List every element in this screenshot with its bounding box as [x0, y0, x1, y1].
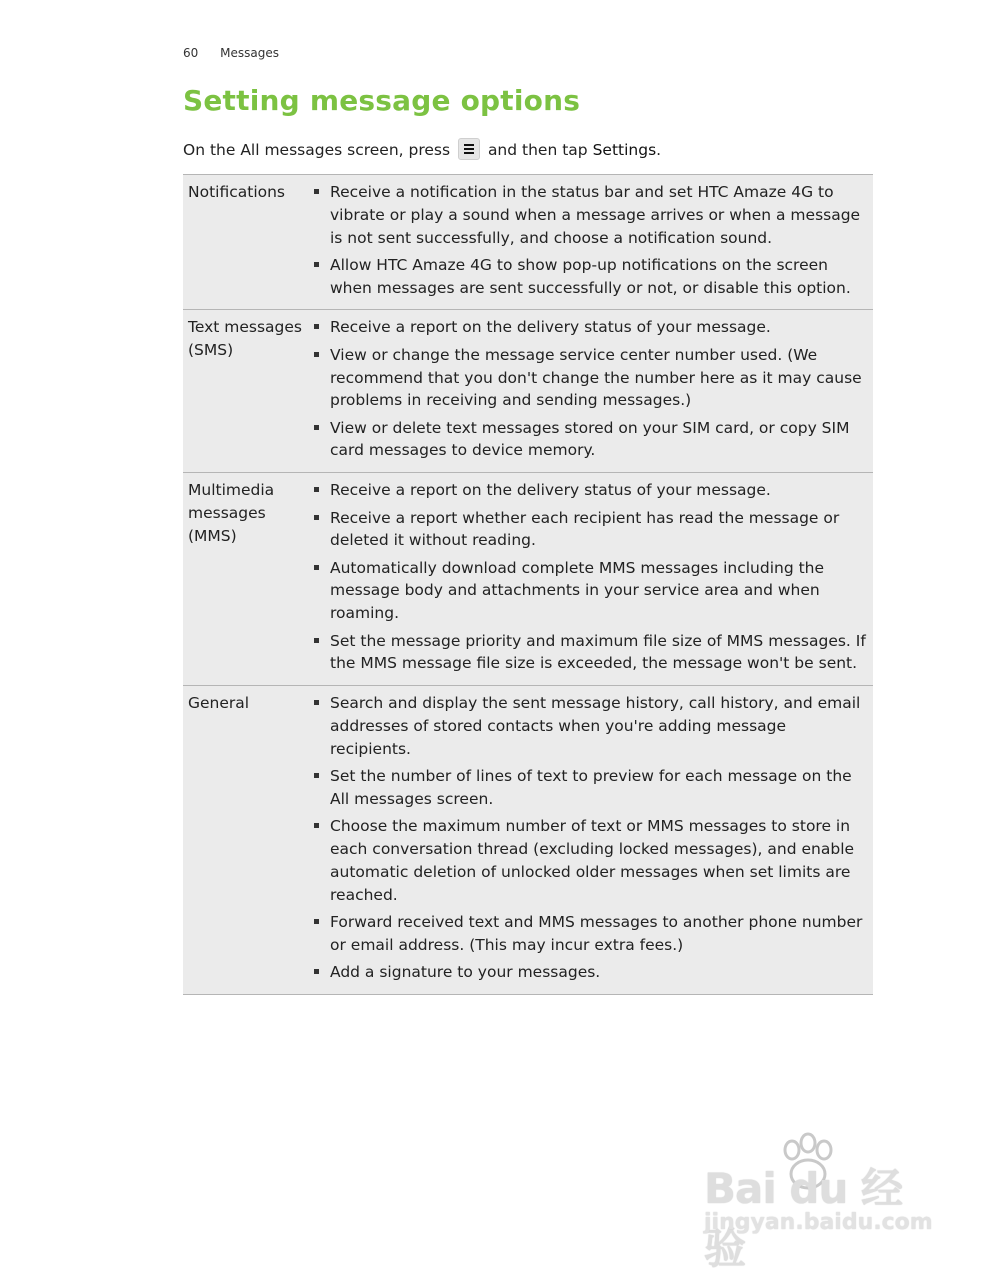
list-item: Choose the maximum number of text or MMS messages to store in each conversation thread (excluding locked messages), and enable automatic deletion of unlocked older messages when set limits are reached.: [310, 815, 869, 906]
list-item: Set the number of lines of text to preview for each message on the All messages screen.: [310, 765, 869, 811]
list-item: Allow HTC Amaze 4G to show pop-up notifications on the screen when messages are sent successfully or not, or disable this option.: [310, 254, 869, 300]
row-label: Multimedia messages (MMS): [188, 481, 275, 545]
page-title: Setting message options: [183, 84, 581, 117]
watermark: [700, 1130, 940, 1273]
intro-settings: Settings: [592, 141, 657, 159]
menu-key-icon: [458, 138, 480, 160]
list-item: Automatically download complete MMS messages including the message body and attachments in your service area and when roaming.: [310, 557, 869, 625]
list-item: Forward received text and MMS messages to another phone number or email address. (This may incur extra fees.): [310, 911, 869, 957]
list-item: Search and display the sent message history, call history, and email addresses of stored contacts when you're adding message recipients.: [310, 692, 869, 760]
table-row: [183, 175, 873, 310]
row-label: Text messages (SMS): [188, 318, 303, 360]
intro-text: [183, 138, 661, 162]
table-row: [183, 473, 873, 686]
list-item: View or change the message service center number used. (We recommend that you don't change the number here as it may cause problems in receiving and sending messages.): [310, 344, 869, 412]
intro-after: and then tap: [487, 141, 588, 159]
row-items: [310, 479, 869, 675]
row-items: [310, 181, 869, 299]
options-table: [183, 174, 873, 995]
page-number: 60: [183, 46, 199, 60]
list-item: Add a signature to your messages.: [310, 961, 869, 984]
watermark-url: jingyan.baidu.com: [704, 1210, 933, 1235]
page-header: [183, 46, 279, 60]
list-item: Set the message priority and maximum file size of MMS messages. If the MMS message file size is exceeded, the message won't be sent.: [310, 630, 869, 676]
intro-before: On the All messages screen, press: [183, 141, 451, 159]
row-label: Notifications: [188, 183, 286, 201]
row-items: [310, 316, 869, 462]
section-name: Messages: [220, 46, 279, 60]
watermark-logo: Bai du 经验: [704, 1164, 902, 1273]
list-item: Receive a report whether each recipient has read the message or deleted it without reading.: [310, 507, 869, 553]
row-items: [310, 692, 869, 984]
table-row: [183, 310, 873, 473]
intro-end: .: [656, 141, 662, 159]
list-item: Receive a report on the delivery status of your message.: [310, 479, 869, 502]
table-row: [183, 686, 873, 995]
list-item: View or delete text messages stored on your SIM card, or copy SIM card messages to device memory.: [310, 417, 869, 463]
list-item: Receive a report on the delivery status of your message.: [310, 316, 869, 339]
list-item: Receive a notification in the status bar and set HTC Amaze 4G to vibrate or play a sound when a message arrives or when a message is not sent successfully, and choose a notification sound.: [310, 181, 869, 249]
row-label: General: [188, 694, 250, 713]
